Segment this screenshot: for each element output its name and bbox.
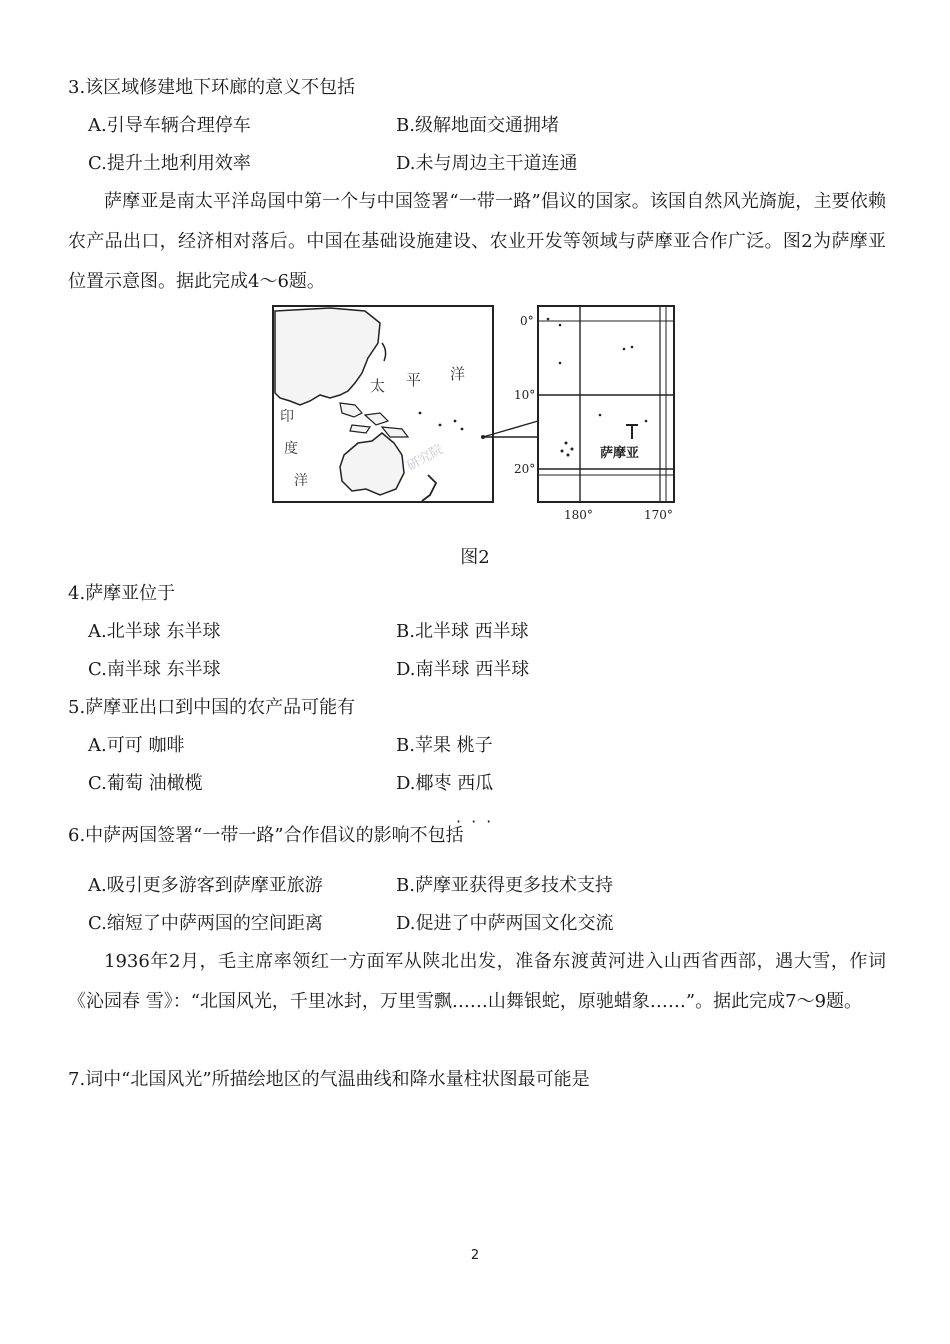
ocean-label-2: 平 — [406, 371, 422, 389]
figure-caption: 图2 — [460, 547, 490, 568]
lat-10-label: 10° — [514, 388, 536, 402]
indian-ocean-label-1: 印 — [280, 409, 294, 425]
lon-170-label: 170° — [644, 508, 673, 522]
passage-samoa: 萨摩亚是南太平洋岛国中第一个与中国签署“一带一路”倡议的国家。该国自然风光旖旎，主要依赖农产品出口，经济相对落后。中国在基础设施建设、农业开发等领域与萨摩亚合作广泛。图2为萨摩亚位置示意图。据此完成4～6题。 — [68, 191, 886, 292]
q3-option-c: C.提升土地利用效率 — [88, 153, 251, 174]
indian-ocean-label-3: 洋 — [294, 473, 308, 489]
q3-option-b: B.级解地面交通拥堵 — [396, 115, 559, 136]
q3-option-a: A.引导车辆合理停车 — [88, 115, 251, 136]
q5-option-b: B.苹果 桃子 — [396, 735, 493, 756]
q5-option-a: A.可可 咖啡 — [88, 735, 185, 756]
island-3 — [350, 425, 370, 433]
ocean-label-1: 太 — [370, 377, 386, 395]
q5-option-d: D.椰枣 西瓜 — [396, 773, 494, 794]
samoa-label: 萨摩亚 — [600, 446, 640, 461]
q6-stem: 6.中萨两国签署“一带一路”合作倡议的影响不包括 — [68, 825, 464, 846]
watermark: 研究院 — [404, 441, 446, 475]
q6-option-b: B.萨摩亚获得更多技术支持 — [396, 875, 613, 896]
q6-option-c: C.缩短了中萨两国的空间距离 — [88, 913, 323, 934]
island-2 — [365, 413, 388, 425]
passage-snow-poem: 1936年2月，毛主席率领红一方面军从陕北出发，准备东渡黄河进入山西省西部，遇大雪，作词《沁园春 雪》：“北国风光，千里冰封，万里雪飘……山舞银蛇，原驰蜡象……”。据此完成7～9题。 — [68, 951, 886, 1012]
emphasis-dots: ··· — [456, 812, 502, 831]
samoa-location-map — [270, 303, 680, 525]
australia-landmass — [340, 433, 404, 495]
q4-stem: 4.萨摩亚位于 — [68, 583, 176, 604]
q4-option-a: A.北半球 东半球 — [88, 621, 221, 642]
asia-landmass — [275, 308, 380, 405]
q7-stem: 7.词中“北国风光”所描绘地区的气温曲线和降水量柱状图最可能是 — [68, 1069, 590, 1090]
ocean-label-3: 洋 — [450, 365, 466, 383]
q5-stem: 5.萨摩亚出口到中国的农产品可能有 — [68, 697, 356, 718]
q4-option-c: C.南半球 东半球 — [88, 659, 221, 680]
lat-20-label: 20° — [514, 462, 536, 476]
q5-option-c: C.葡萄 油橄榄 — [88, 773, 203, 794]
q3-option-d: D.未与周边主干道连通 — [396, 153, 578, 174]
page-number: 2 — [470, 1248, 480, 1263]
q6-option-d: D.促进了中萨两国文化交流 — [396, 913, 614, 934]
q3-stem: 3.该区域修建地下环廊的意义不包括 — [68, 77, 356, 98]
lat-0-label: 0° — [520, 314, 534, 328]
new-zealand-outline — [422, 475, 436, 501]
island-1 — [340, 403, 362, 417]
japan-outline — [382, 343, 386, 361]
lon-180-label: 180° — [564, 508, 593, 522]
inset-map-frame — [538, 306, 674, 502]
q4-option-b: B.北半球 西半球 — [396, 621, 529, 642]
indian-ocean-label-2: 度 — [284, 441, 298, 457]
q4-option-d: D.南半球 西半球 — [396, 659, 530, 680]
q6-option-a: A.吸引更多游客到萨摩亚旅游 — [88, 875, 323, 896]
